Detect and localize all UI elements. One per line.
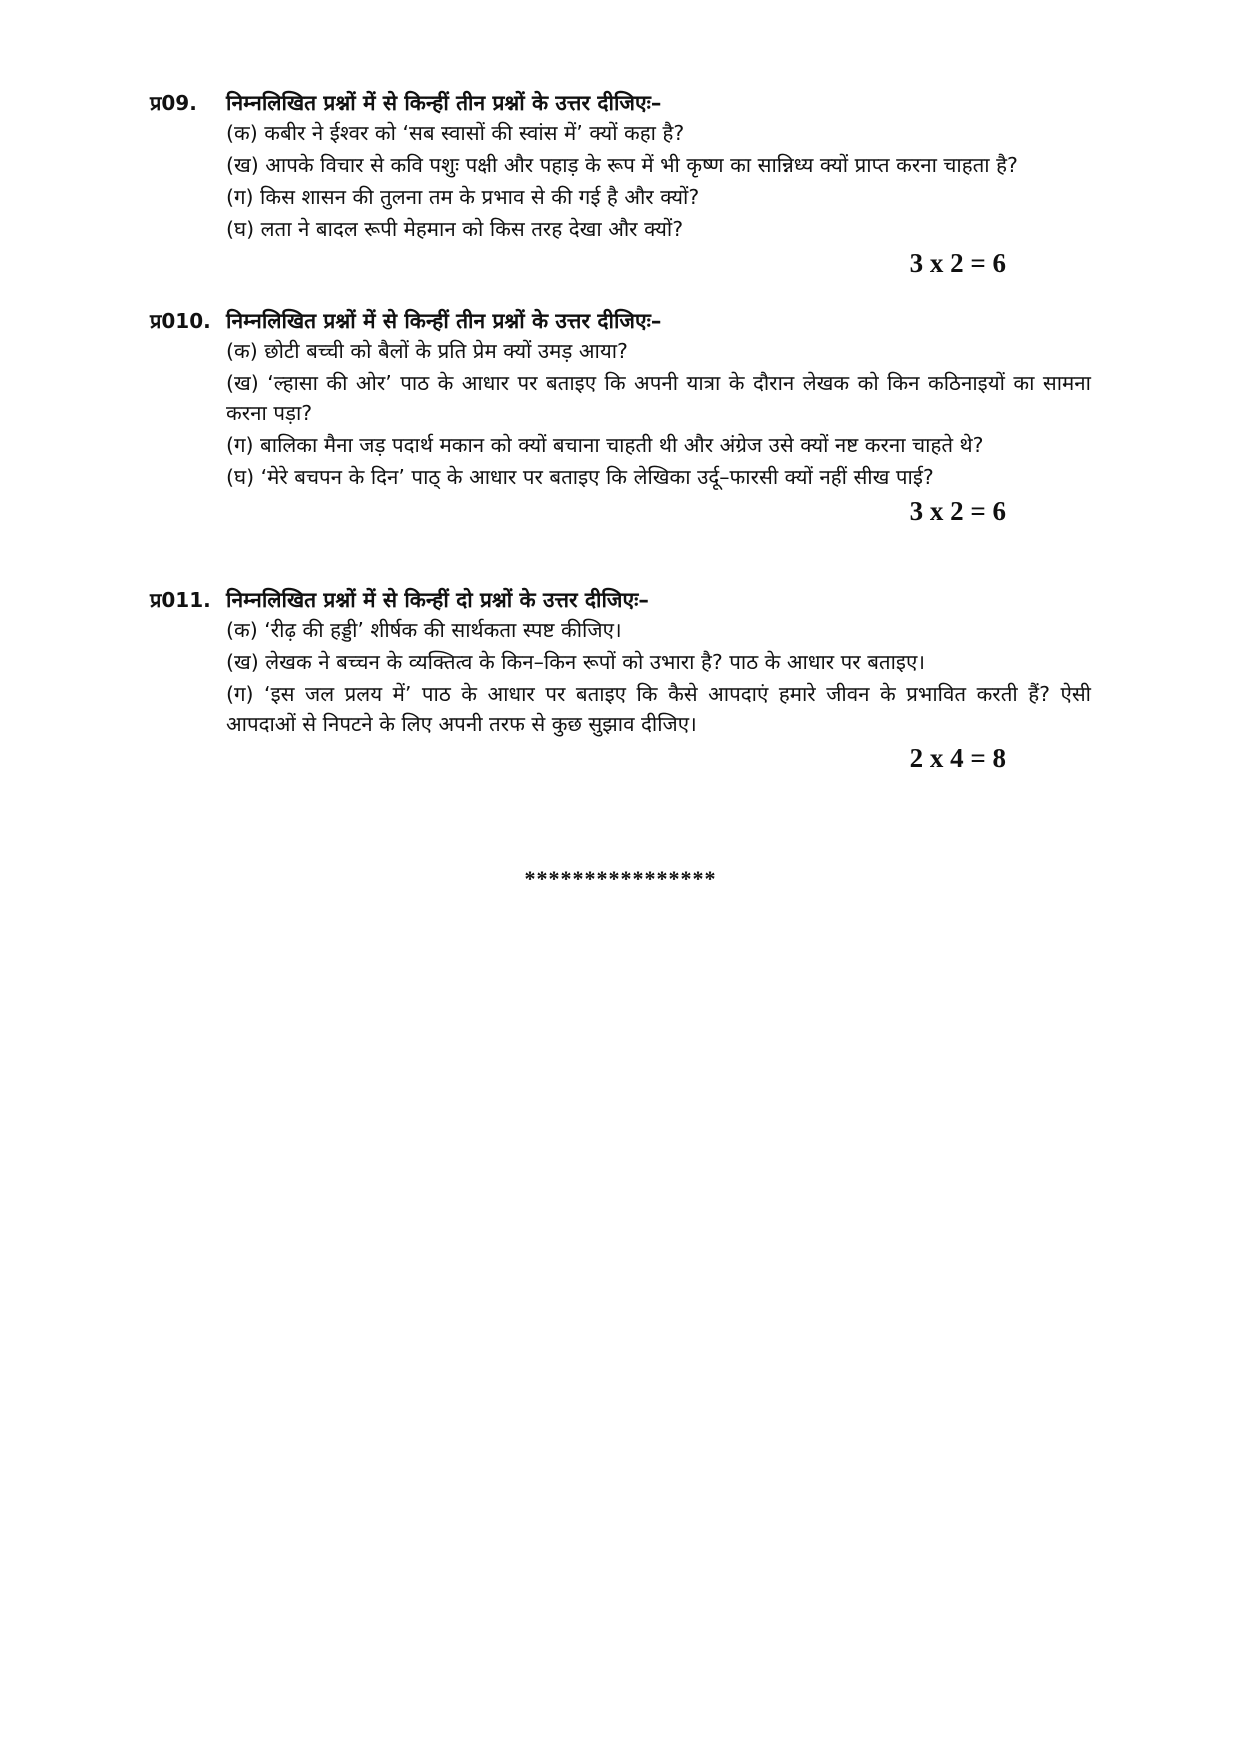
question-header	[150, 88, 1090, 118]
sub-questions	[226, 615, 1091, 739]
question-header	[150, 306, 1090, 336]
question-10	[150, 306, 1090, 528]
question-number: प्र010.	[150, 309, 211, 333]
sub-question-kha: (ख) लेखक ने बच्चन के व्यक्तित्व के किन–किन रूपों को उभारा है? पाठ के आधार पर बताइए।	[226, 650, 926, 674]
question-header	[150, 585, 1090, 615]
end-of-paper-marker: ****************	[524, 866, 717, 891]
question-11	[150, 585, 1090, 775]
sub-question-ka: (क) ‘रीढ़ की हड्डी’ शीर्षक की सार्थकता स्पष्ट कीजिए।	[226, 618, 622, 642]
question-number: प्र09.	[150, 91, 197, 115]
sub-question-gha: (घ) लता ने बादल रूपी मेहमान को किस तरह देखा और क्यों?	[226, 217, 684, 241]
sub-question-kha: (ख) ‘ल्हासा की ओर’ पाठ के आधार पर बताइए कि अपनी यात्रा के दौरान लेखक को किन कठिनाइयों का सामना करना पड़ा?	[226, 371, 1091, 425]
sub-question-ga: (ग) किस शासन की तुलना तम के प्रभाव से की गई है और क्यों?	[226, 185, 700, 209]
question-title: निम्नलिखित प्रश्नों में से किन्हीं दो प्रश्नों के उत्तर दीजिएः–	[226, 588, 649, 612]
sub-questions	[226, 336, 1091, 492]
question-title: निम्नलिखित प्रश्नों में से किन्हीं तीन प्रश्नों के उत्तर दीजिएः–	[226, 91, 662, 115]
question-title: निम्नलिखित प्रश्नों में से किन्हीं तीन प्रश्नों के उत्तर दीजिएः–	[226, 309, 662, 333]
question-9	[150, 88, 1090, 280]
marks-allocation: 3 x 2 = 6	[909, 248, 1006, 278]
sub-question-ga: (ग) ‘इस जल प्रलय में’ पाठ के आधार पर बताइए कि कैसे आपदाएं हमारे जीवन के प्रभावित करती हैं? ऐसी आपदाओं से निपटने के लिए अपनी तरफ से कुछ सुझाव दीजिए।	[226, 682, 1091, 736]
sub-question-kha: (ख) आपके विचार से कवि पशुः पक्षी और पहाड़ के रूप में भी कृष्ण का सान्निध्य क्यों प्राप्त करना चाहता है?	[226, 153, 1018, 177]
sub-question-ka: (क) छोटी बच्ची को बैलों के प्रति प्रेम क्यों उमड़ आया?	[226, 339, 628, 363]
marks-allocation: 3 x 2 = 6	[909, 496, 1006, 526]
marks-allocation: 2 x 4 = 8	[909, 743, 1006, 773]
question-number: प्र011.	[150, 588, 211, 612]
sub-questions	[226, 118, 1091, 244]
sub-question-gha: (घ) ‘मेरे बचपन के दिन’ पाठ् के आधार पर बताइए कि लेखिका उर्दू–फारसी क्यों नहीं सीख पाई?	[226, 465, 934, 489]
sub-question-ga: (ग) बालिका मैना जड़ पदार्थ मकान को क्यों बचाना चाहती थी और अंग्रेज उसे क्यों नष्ट करना चाहते थे?	[226, 433, 984, 457]
sub-question-ka: (क) कबीर ने ईश्वर को ‘सब स्वासों की स्वांस में’ क्यों कहा है?	[226, 121, 685, 145]
